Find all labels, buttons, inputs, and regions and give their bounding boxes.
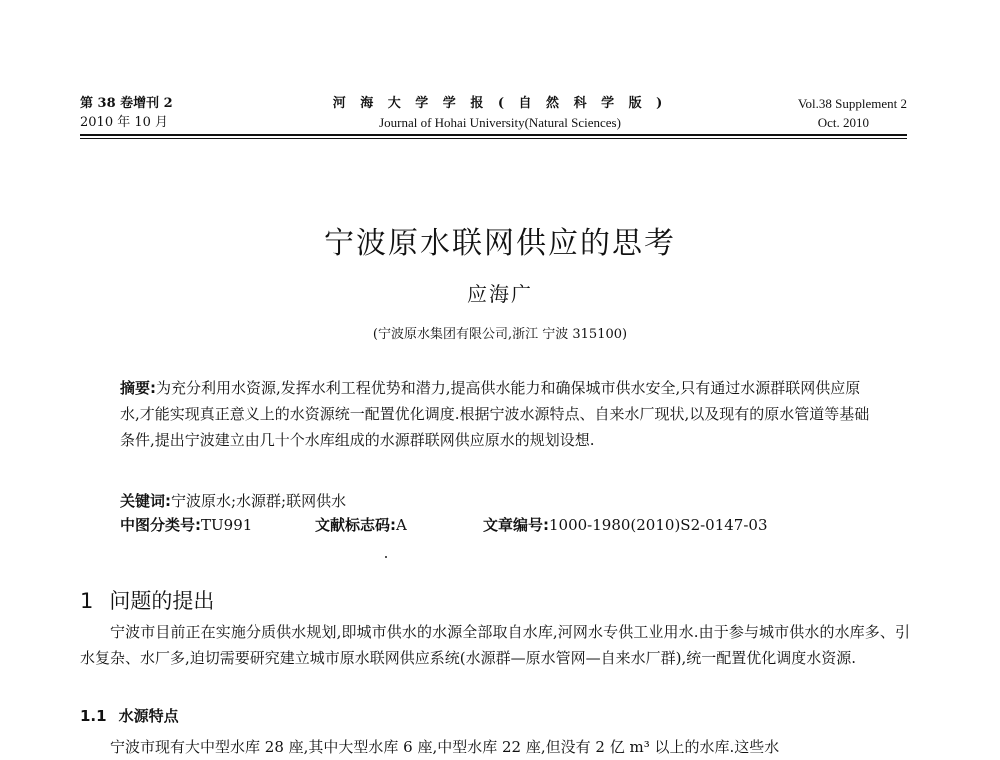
section-title: 问题的提出: [109, 589, 215, 613]
article-number-field: [483, 513, 768, 537]
header-rule-thick: [80, 134, 907, 136]
header-volume-info: [80, 94, 173, 132]
section-heading-1: [80, 585, 214, 615]
section-1-paragraph: 宁波市目前正在实施分质供水规划,即城市供水的水源全部取自水库,河网水专供工业用水.由于参与城市供水的水库多、引水复杂、水厂多,迫切需要研究建立城市原水联网供应系统(水源群—原水管网—自来水厂群),统一配置优化调度水资源.: [80, 623, 910, 667]
classification-line: [120, 513, 880, 537]
header-date-en: Oct. 2010: [817, 115, 869, 130]
abstract-text: 为充分利用水资源,发挥水利工程优势和潜力,提高供水能力和确保城市供水安全,只有通过水源群联网供应原水,才能实现真正意义上的水资源统一配置优化调度.根据宁波水源特点、自来水厂现状,以及现有的原水管道等基础条件,提出宁波建立由几十个水库组成的水源群联网供应原水的规划设想.: [120, 379, 870, 449]
keywords-label: 关键词:: [120, 492, 171, 510]
stray-dot: [385, 556, 387, 558]
article-number-value: 1000-1980(2010)S2-0147-03: [549, 516, 768, 534]
keywords: [120, 489, 346, 513]
header-volume-en: [798, 94, 907, 132]
journal-name-en: Journal of Hohai University(Natural Sciences): [379, 115, 621, 130]
header-rule-thin: [80, 138, 907, 139]
subsection-heading-1-1: [80, 705, 179, 726]
keywords-text: 宁波原水;水源群;联网供水: [171, 492, 347, 510]
clc-label: 中图分类号:: [120, 516, 201, 534]
article-number-label: 文章编号:: [483, 516, 549, 534]
author-name: 应海广: [467, 282, 533, 306]
abstract-label: 摘要:: [120, 379, 156, 397]
header-volume: 第 38 卷增刊 2: [80, 96, 173, 111]
header-journal: [320, 94, 680, 132]
abstract: [120, 375, 880, 453]
clc-value: TU991: [201, 516, 253, 534]
header-volume-en-line: Vol.38 Supplement 2: [797, 96, 907, 111]
doc-code-value: A: [396, 516, 407, 534]
journal-name-cn: 河 海 大 学 学 报 ( 自 然 科 学 版 ): [332, 96, 668, 111]
doc-code-label: 文献标志码:: [315, 516, 396, 534]
subsection-title: 水源特点: [118, 707, 179, 725]
clc-field: [120, 513, 315, 537]
doc-code-field: [315, 513, 483, 537]
subsection-number: 1.1: [80, 707, 107, 725]
subsection-1-1-paragraph: 宁波市现有大中型水库 28 座,其中大型水库 6 座,中型水库 22 座,但没有 2 亿 m³ 以上的水库.这些水: [110, 738, 780, 756]
header-date-cn: 2010 年 10 月: [80, 115, 169, 130]
paper-title: 宁波原水联网供应的思考: [324, 226, 676, 261]
author-affiliation: (宁波原水集团有限公司,浙江 宁波 315100): [372, 327, 628, 342]
section-number: 1: [80, 589, 94, 613]
